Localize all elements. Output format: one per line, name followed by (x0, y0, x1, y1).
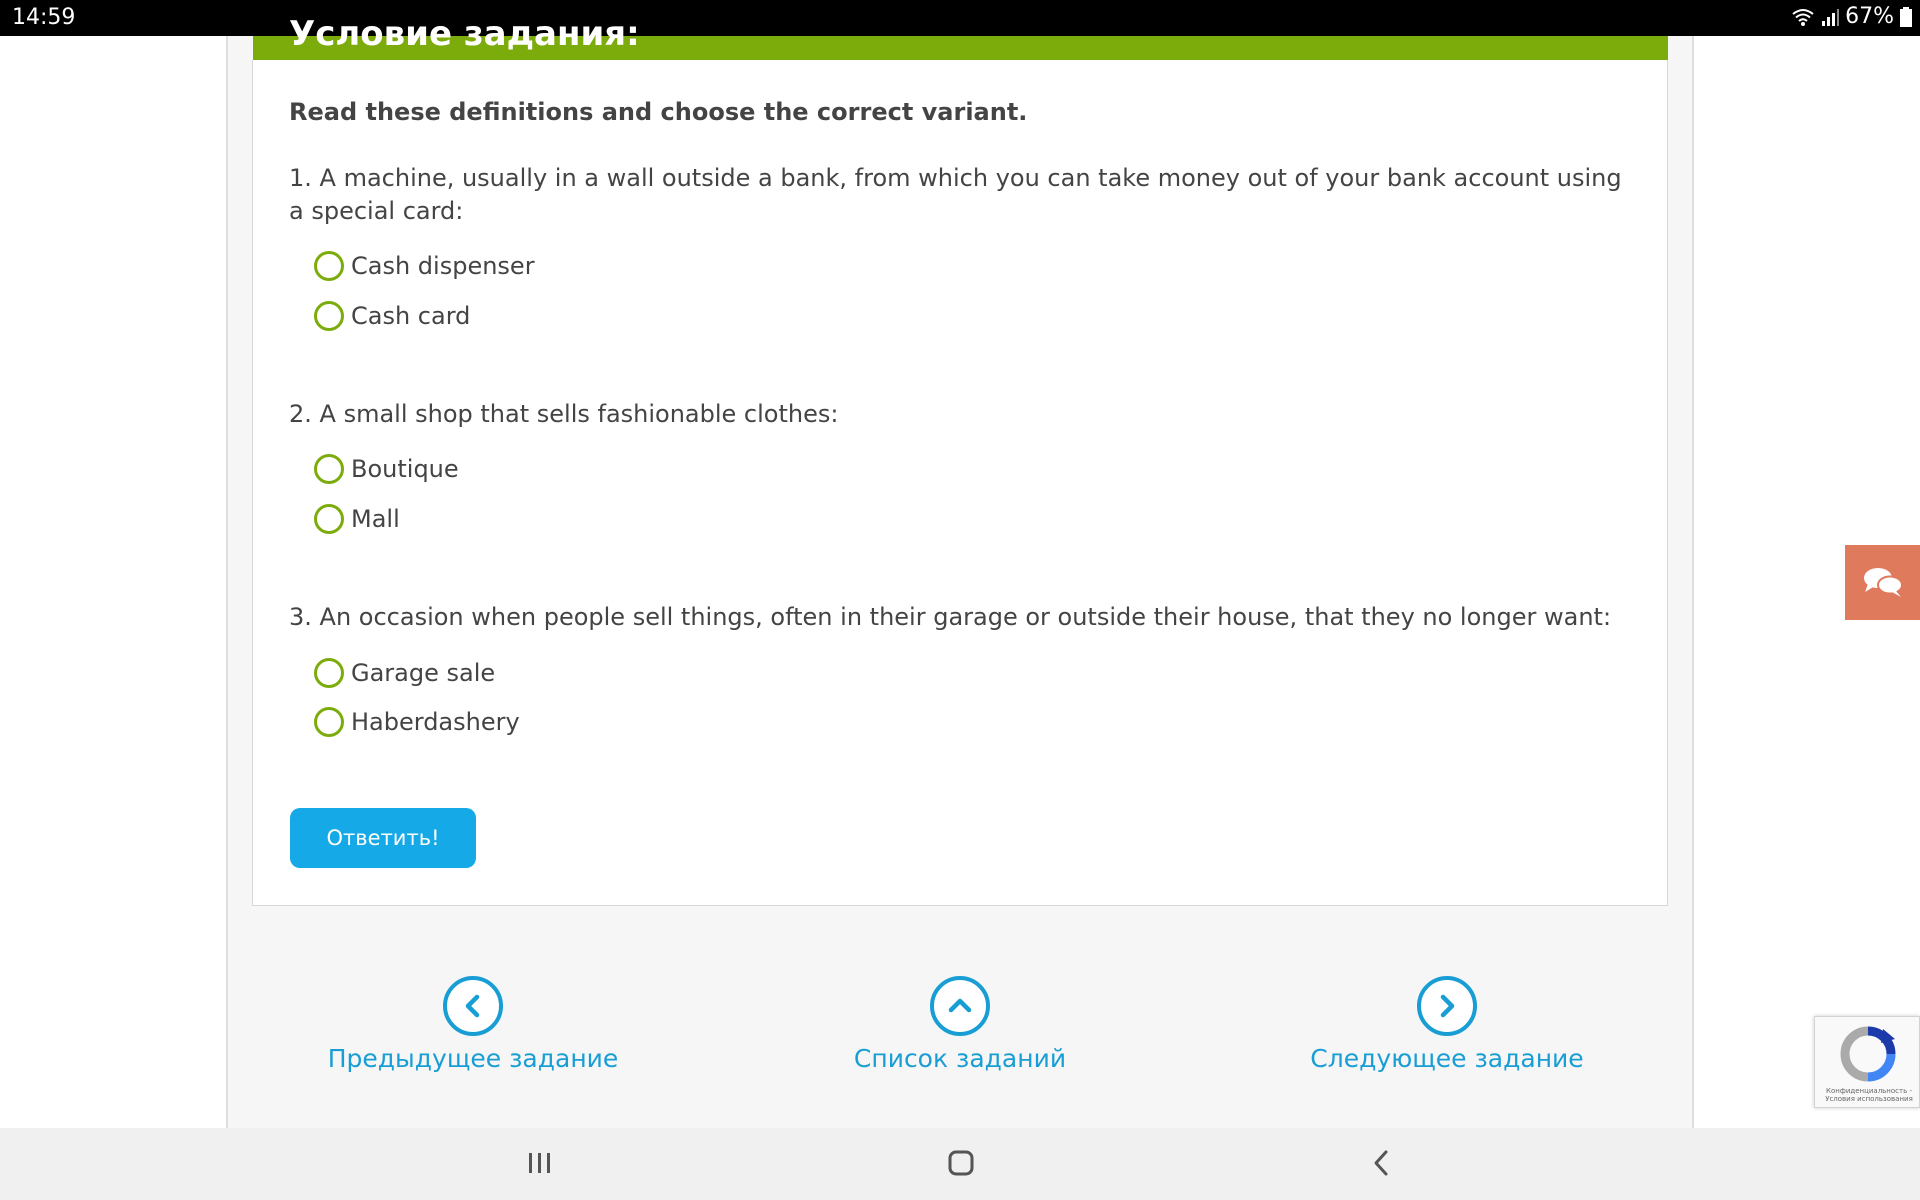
radio-button[interactable] (314, 658, 344, 688)
option-label: Garage sale (351, 659, 496, 687)
recaptcha-badge[interactable] (1814, 1016, 1920, 1108)
option-label: Cash dispenser (351, 252, 535, 280)
radio-button[interactable] (314, 707, 344, 737)
chevron-left-icon[interactable] (443, 976, 503, 1036)
recent-apps-icon[interactable] (527, 1148, 553, 1178)
status-indicators (1791, 4, 1912, 29)
android-navbar (0, 1128, 1920, 1200)
option-cash-dispenser[interactable] (314, 250, 535, 282)
option-label: Cash card (351, 302, 471, 330)
chat-icon (1862, 565, 1904, 601)
prev-task-label[interactable]: Предыдущее задание (327, 1044, 619, 1073)
option-garage-sale[interactable] (314, 657, 495, 689)
option-haberdashery[interactable] (314, 706, 520, 738)
option-cash-card[interactable] (314, 300, 470, 332)
radio-button[interactable] (314, 301, 344, 331)
radio-button[interactable] (314, 251, 344, 281)
home-icon[interactable] (945, 1148, 977, 1178)
task-header-title: Условие задания: (289, 14, 640, 54)
option-label: Haberdashery (351, 708, 520, 736)
task-instruction: Read these definitions and choose the correct variant. (289, 98, 1028, 126)
battery-percent: 67% (1845, 4, 1894, 29)
question-1: 1. A machine, usually in a wall outside a bank, from which you can take money out of your bank account using a special card: (289, 164, 1622, 225)
option-boutique[interactable] (314, 453, 459, 485)
radio-button[interactable] (314, 504, 344, 534)
option-label: Mall (351, 505, 400, 533)
task-header (253, 14, 1668, 61)
task-list-link[interactable] (780, 976, 1140, 1073)
radio-button[interactable] (314, 454, 344, 484)
prev-task-link[interactable] (293, 976, 653, 1073)
question-3: 3. An occasion when people sell things, often in their garage or outside their house, that they no longer want: (289, 603, 1612, 631)
chevron-right-icon[interactable] (1417, 976, 1477, 1036)
next-task-link[interactable] (1267, 976, 1627, 1073)
wifi-icon (1791, 7, 1815, 27)
chat-button[interactable] (1845, 545, 1920, 620)
battery-icon (1900, 7, 1912, 27)
question-2: 2. A small shop that sells fashionable clothes: (289, 400, 839, 428)
submit-button[interactable]: Ответить! (290, 808, 476, 868)
recaptcha-icon (1839, 1025, 1897, 1083)
back-icon[interactable] (1370, 1148, 1394, 1178)
option-label: Boutique (351, 455, 459, 483)
status-time: 14:59 (12, 5, 76, 30)
option-mall[interactable] (314, 503, 400, 535)
signal-icon (1821, 7, 1839, 27)
chevron-up-icon[interactable] (930, 976, 990, 1036)
status-bar (0, 0, 1920, 36)
next-task-label[interactable]: Следующее задание (1310, 1044, 1584, 1073)
recaptcha-text[interactable]: Конфиденциальность - Условия использования (1825, 1087, 1913, 1103)
task-list-label[interactable]: Список заданий (853, 1044, 1067, 1073)
